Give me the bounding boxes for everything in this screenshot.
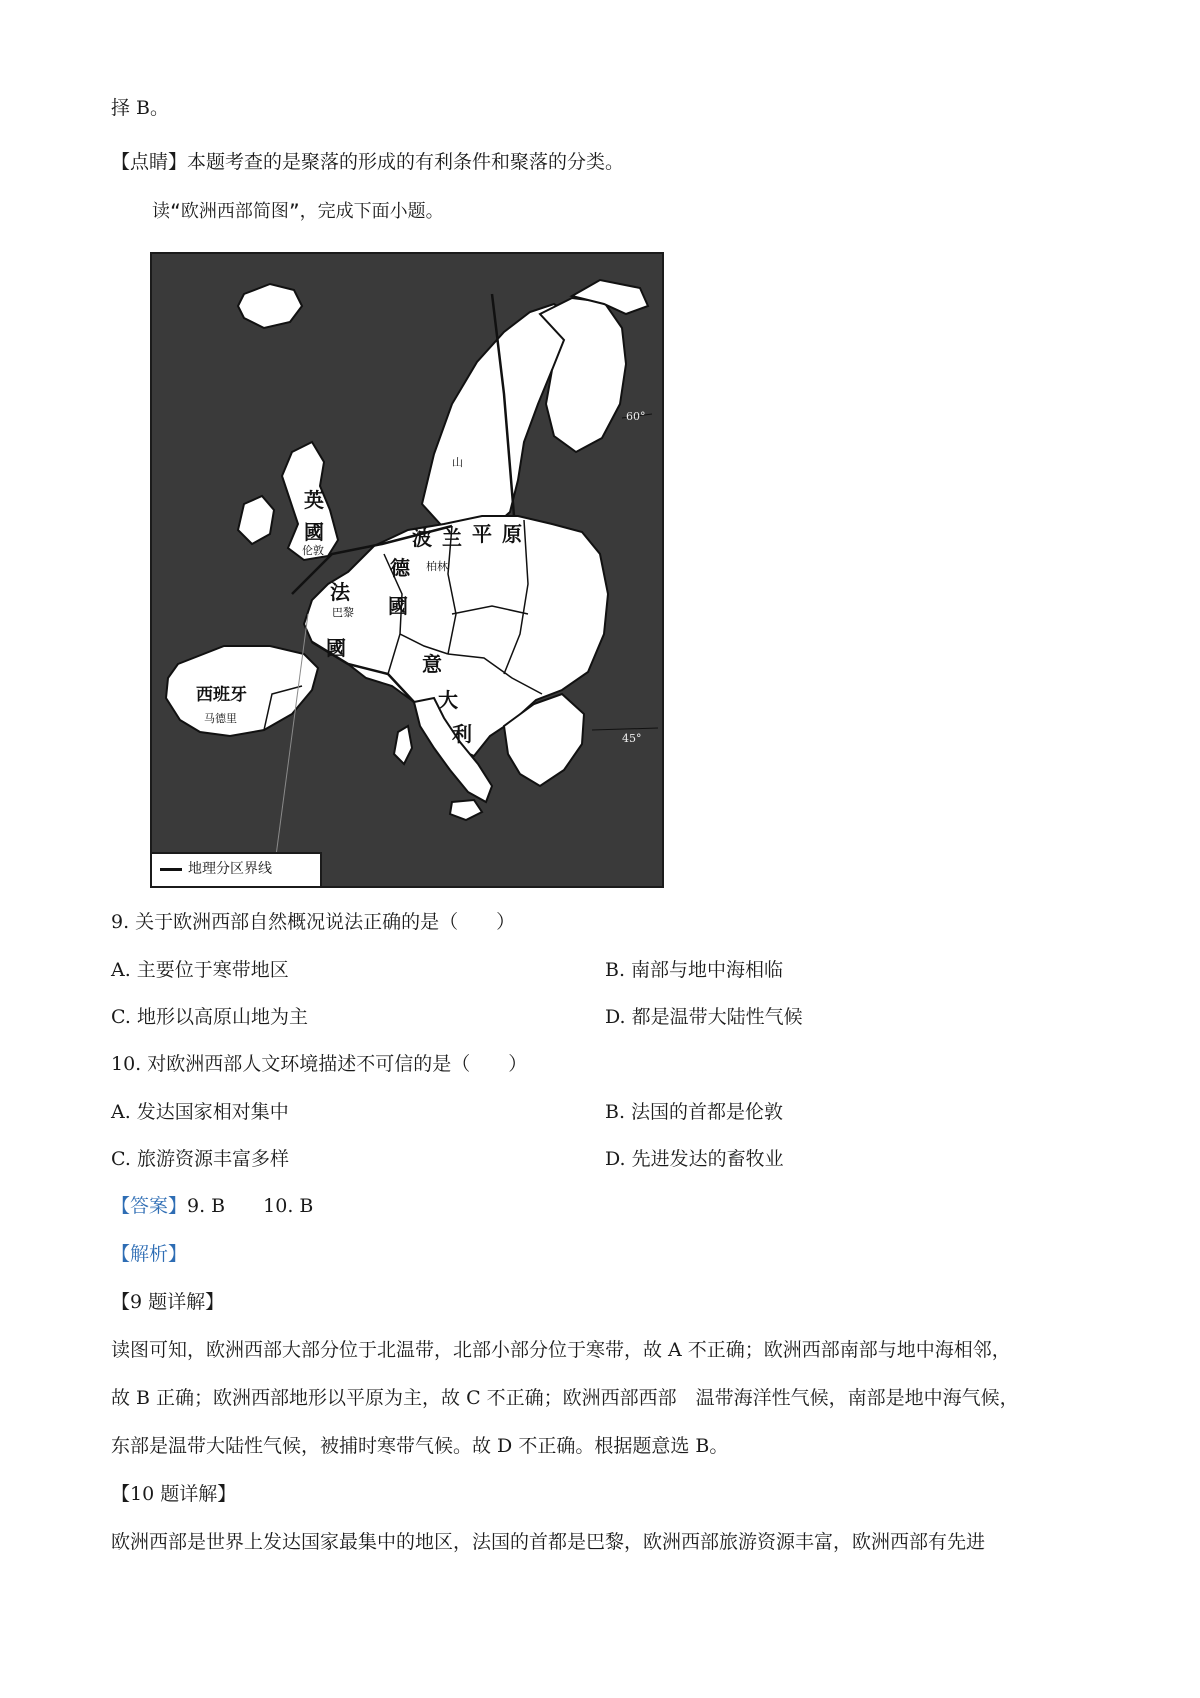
map-label-de-2: 國 (388, 594, 408, 618)
q9-detail-line-3: 东部是温带大陆性气候，被捕时寒带气候。故 D 不正确。根据题意选 B。 (111, 1435, 729, 1457)
map-label-london: 伦敦 (302, 544, 324, 557)
map-label-it-2: 大 (438, 688, 458, 712)
map-label-fr-1: 法 (330, 580, 350, 604)
q10-detail-line-1: 欧洲西部是世界上发达国家最集中的地区，法国的首都是巴黎，欧洲西部旅游资源丰富，欧洲西部有先进 (111, 1531, 986, 1553)
western-europe-map (150, 252, 664, 888)
map-label-fr-2: 國 (326, 636, 346, 660)
q10-option-d: D. 先进发达的畜牧业 (605, 1148, 784, 1170)
map-label-it-1: 意 (422, 652, 442, 676)
dianjing-note: 【点睛】本题考查的是聚落的形成的有利条件和聚落的分类。 (111, 151, 625, 173)
map-label-60: 60° (626, 410, 646, 423)
map-label-de-1: 德 (390, 556, 410, 580)
map-label-scandinavian-mts: 山 (452, 456, 463, 469)
map-label-plain-2: 原 (502, 522, 522, 546)
map-label-paris: 巴黎 (332, 606, 354, 619)
q10-stem: 10. 对欧洲西部人文环境描述不可信的是（ ） (111, 1053, 528, 1075)
q9-option-b: B. 南部与地中海相临 (605, 959, 784, 981)
legend-text: 地理分区界线 (188, 861, 272, 877)
legend-line-icon (160, 868, 182, 871)
answer-text: 9. B 10. B (187, 1195, 314, 1217)
q9-option-c: C. 地形以高原山地为主 (111, 1006, 308, 1028)
q9-option-a: A. 主要位于寒带地区 (111, 959, 289, 981)
answer-label: 【答案】 (111, 1195, 188, 1217)
map-label-plain-1: 平 (472, 522, 492, 546)
map-label-45: 45° (622, 732, 642, 745)
q9-detail-title: 【9 题详解】 (111, 1291, 225, 1313)
q10-option-b: B. 法国的首都是伦敦 (605, 1101, 784, 1123)
q10-option-c: C. 旅游资源丰富多样 (111, 1148, 289, 1170)
map-label-spain: 西班牙 (196, 685, 247, 705)
q9-option-d: D. 都是温带大陆性气候 (605, 1006, 803, 1028)
map-legend (152, 852, 322, 886)
q9-detail-line-2: 故 B 正确；欧洲西部地形以平原为主，故 C 不正确；欧洲西部西部 温带海洋性气候，南部是地中海气候， (111, 1387, 1019, 1409)
prev-answer-tail: 择 B。 (111, 97, 170, 119)
q9-stem: 9. 关于欧洲西部自然概况说法正确的是（ ） (111, 911, 516, 933)
map-label-madrid: 马德里 (204, 712, 237, 725)
map-label-uk-1: 英 (304, 488, 324, 512)
q10-option-a: A. 发达国家相对集中 (111, 1101, 289, 1123)
map-label-it-3: 利 (452, 722, 472, 746)
analysis-label: 【解析】 (111, 1243, 188, 1265)
answer-line (111, 1194, 313, 1218)
map-label-pl-1: 波 (412, 526, 432, 550)
q9-detail-line-1: 读图可知，欧洲西部大部分位于北温带，北部小部分位于寒带，故 A 不正确；欧洲西部南部与地中海相邻， (111, 1339, 1011, 1361)
map-instruction: 读“欧洲西部简图”，完成下面小题。 (152, 201, 444, 222)
map-label-uk-2: 國 (304, 520, 324, 544)
q10-detail-title: 【10 题详解】 (111, 1483, 237, 1505)
map-label-pl-2: 兰 (442, 526, 462, 550)
map-label-berlin: 柏林 (426, 560, 448, 573)
